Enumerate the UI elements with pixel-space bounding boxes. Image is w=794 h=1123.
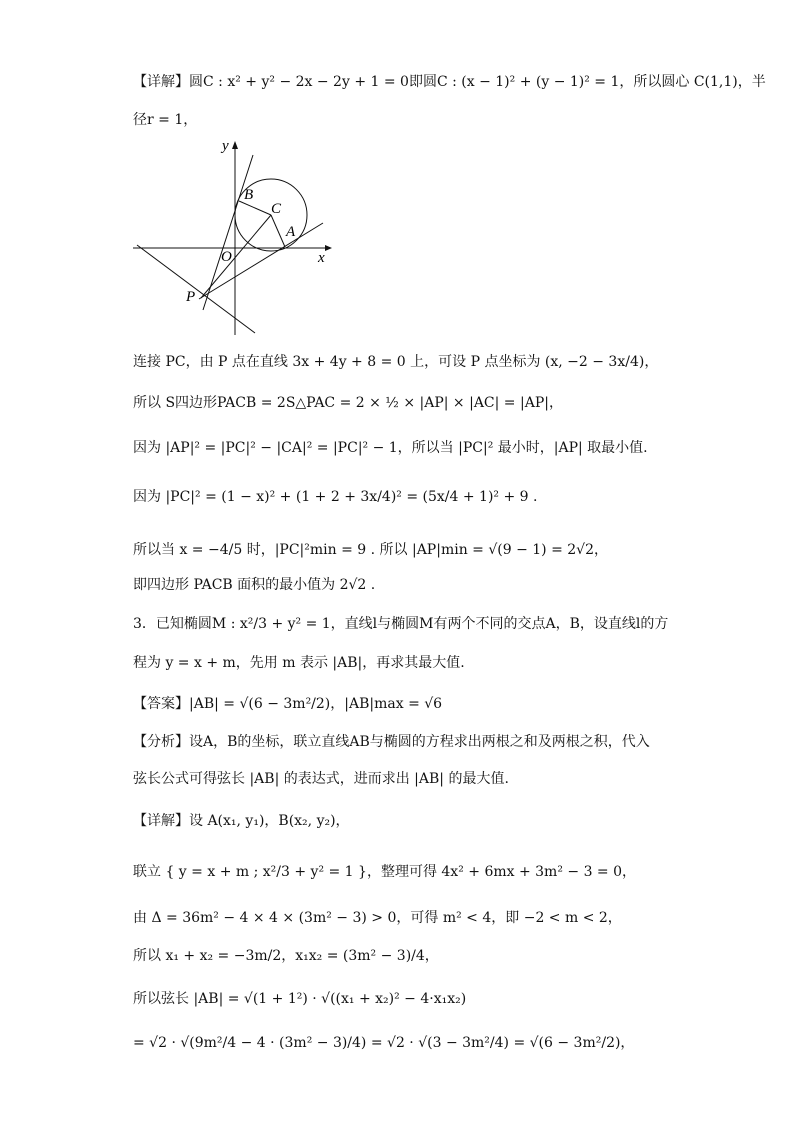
segment-bc [239,201,271,215]
system-line: 联立 { y = x + m ; x²/3 + y² = 1 }，整理可得 4x² + 6mx + 3m² − 3 = 0， [133,864,637,880]
label-a: A [286,224,296,240]
text-line-9: 3．已知椭圆M : x²/3 + y² = 1，直线l与椭圆M有两个不同的交点A，B，设直线l的方 [133,616,669,632]
text-line-1: 【详解】圆C : x² + y² − 2x − 2y + 1 = 0即圆C : (x − 1)² + (y − 1)² = 1，所以圆心 C(1,1)，半 [133,74,766,90]
detail-line-1: 【详解】设 A(x₁, y₁)，B(x₂, y₂)， [133,813,350,829]
text-line-7: 所以当 x = −4/5 时，|PC|²min = 9 . 所以 |AP|min = √(9 − 1) = 2√2， [133,542,608,558]
analysis-line-2: 弦长公式可得弦长 |AB| 的表达式，进而求出 |AB| 的最大值. [133,771,509,787]
tangent-pa [199,223,323,299]
text-line-5: 因为 |AP|² = |PC|² − |CA|² = |PC|² − 1，所以当 |PC|² 最小时，|AP| 取最小值. [133,440,648,456]
text-line-2: 径r = 1， [133,112,198,128]
label-b: B [244,187,254,203]
delta-line: 由 Δ = 36m² − 4 × 4 × (3m² − 3) > 0，可得 m² < 4，即 −2 < m < 2， [133,910,622,926]
vieta-line: 所以 x₁ + x₂ = −3m/2，x₁x₂ = (3m² − 3)/4， [133,948,439,964]
geometry-figure [125,135,340,340]
label-c: C [271,201,282,217]
answer-line: 【答案】|AB| = √(6 − 3m²/2)，|AB|max = √6 [133,696,443,712]
text-line-8: 即四边形 PACB 面积的最小值为 2√2 . [133,577,376,593]
chord-line-2: = √2 · √(9m²/4 − 4 · (3m² − 3)/4) = √2 · √(3 − 3m²/4) = √(6 − 3m²/2)， [133,1035,635,1051]
text-line-6: 因为 |PC|² = (1 − x)² + (1 + 2 + 3x/4)² = (5x/4 + 1)² + 9 . [133,489,538,505]
line-l [137,245,255,333]
text-line-4: 所以 S四边形PACB = 2S△PAC = 2 × ½ × |AP| × |AC| = |AP|， [133,395,563,411]
label-x: x [318,250,325,266]
y-axis-arrow [232,141,238,149]
text-line-3: 连接 PC，由 P 点在直线 3x + 4y + 8 = 0 上，可设 P 点坐标为 (x, −2 − 3x/4)， [133,354,659,370]
text-line-10: 程为 y = x + m，先用 m 表示 |AB|，再求其最大值. [133,655,465,671]
chord-line-1: 所以弦长 |AB| = √(1 + 1²) · √((x₁ + x₂)² − 4·x₁x₂) [133,991,467,1007]
label-y: y [222,138,229,154]
x-axis-arrow [325,245,332,251]
segment-ac [271,215,285,247]
label-o: O [221,249,232,265]
label-p: P [186,289,196,305]
segment-pc [201,215,271,298]
analysis-line-1: 【分析】设A，B的坐标，联立直线AB与椭圆的方程求出两根之和及两根之积，代入 [133,734,650,750]
